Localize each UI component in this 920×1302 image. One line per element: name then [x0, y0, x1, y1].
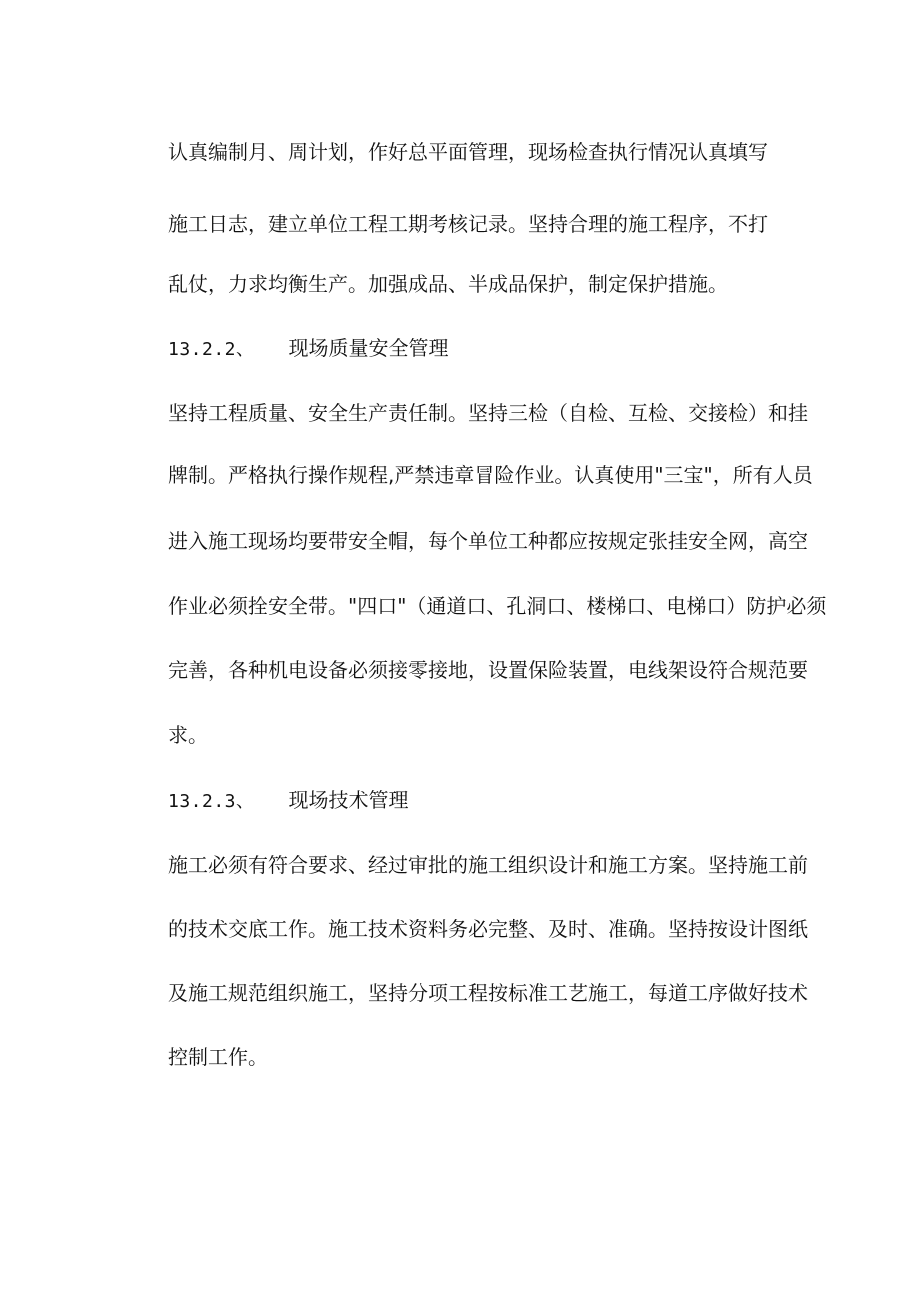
paragraph-line: 施工必须有符合要求、经过审批的施工组织设计和施工方案。坚持施工前 [168, 853, 808, 877]
paragraph-line: 认真编制月、周计划，作好总平面管理，现场检查执行情况认真填写 [168, 140, 768, 164]
section-heading [168, 334, 449, 364]
paragraph-line: 施工日志，建立单位工程工期考核记录。坚持合理的施工程序，不打 [168, 212, 768, 236]
paragraph-line: 的技术交底工作。施工技术资料务必完整、及时、准确。坚持按设计图纸 [168, 917, 808, 941]
paragraph-line: 坚持工程质量、安全生产责任制。坚持三检（自检、互检、交接检）和挂 [168, 401, 808, 425]
paragraph-line: 求。 [168, 723, 208, 747]
paragraph-line: 控制工作。 [168, 1045, 268, 1069]
section-number: 13.2.2、 [168, 339, 255, 360]
paragraph-line: 及施工规范组织施工，坚持分项工程按标准工艺施工，每道工序做好技术 [168, 981, 808, 1005]
paragraph-line: 进入施工现场均要带安全帽，每个单位工种都应按规定张挂安全网，高空 [168, 529, 808, 553]
section-title: 现场技术管理 [288, 788, 409, 812]
section-title: 现场质量安全管理 [288, 336, 449, 360]
section-number: 13.2.3、 [168, 791, 255, 812]
paragraph-line: 完善，各种机电设备必须接零接地，设置保险装置，电线架设符合规范要 [168, 658, 808, 682]
paragraph-line: 作业必须拴安全带。"四口"（通道口、孔洞口、楼梯口、电梯口）防护必须 [168, 594, 827, 618]
paragraph-line: 乱仗，力求均衡生产。加强成品、半成品保护，制定保护措施。 [168, 272, 728, 296]
section-heading [168, 786, 409, 816]
paragraph-line: 牌制。严格执行操作规程,严禁违章冒险作业。认真使用"三宝"，所有人员 [168, 463, 813, 487]
